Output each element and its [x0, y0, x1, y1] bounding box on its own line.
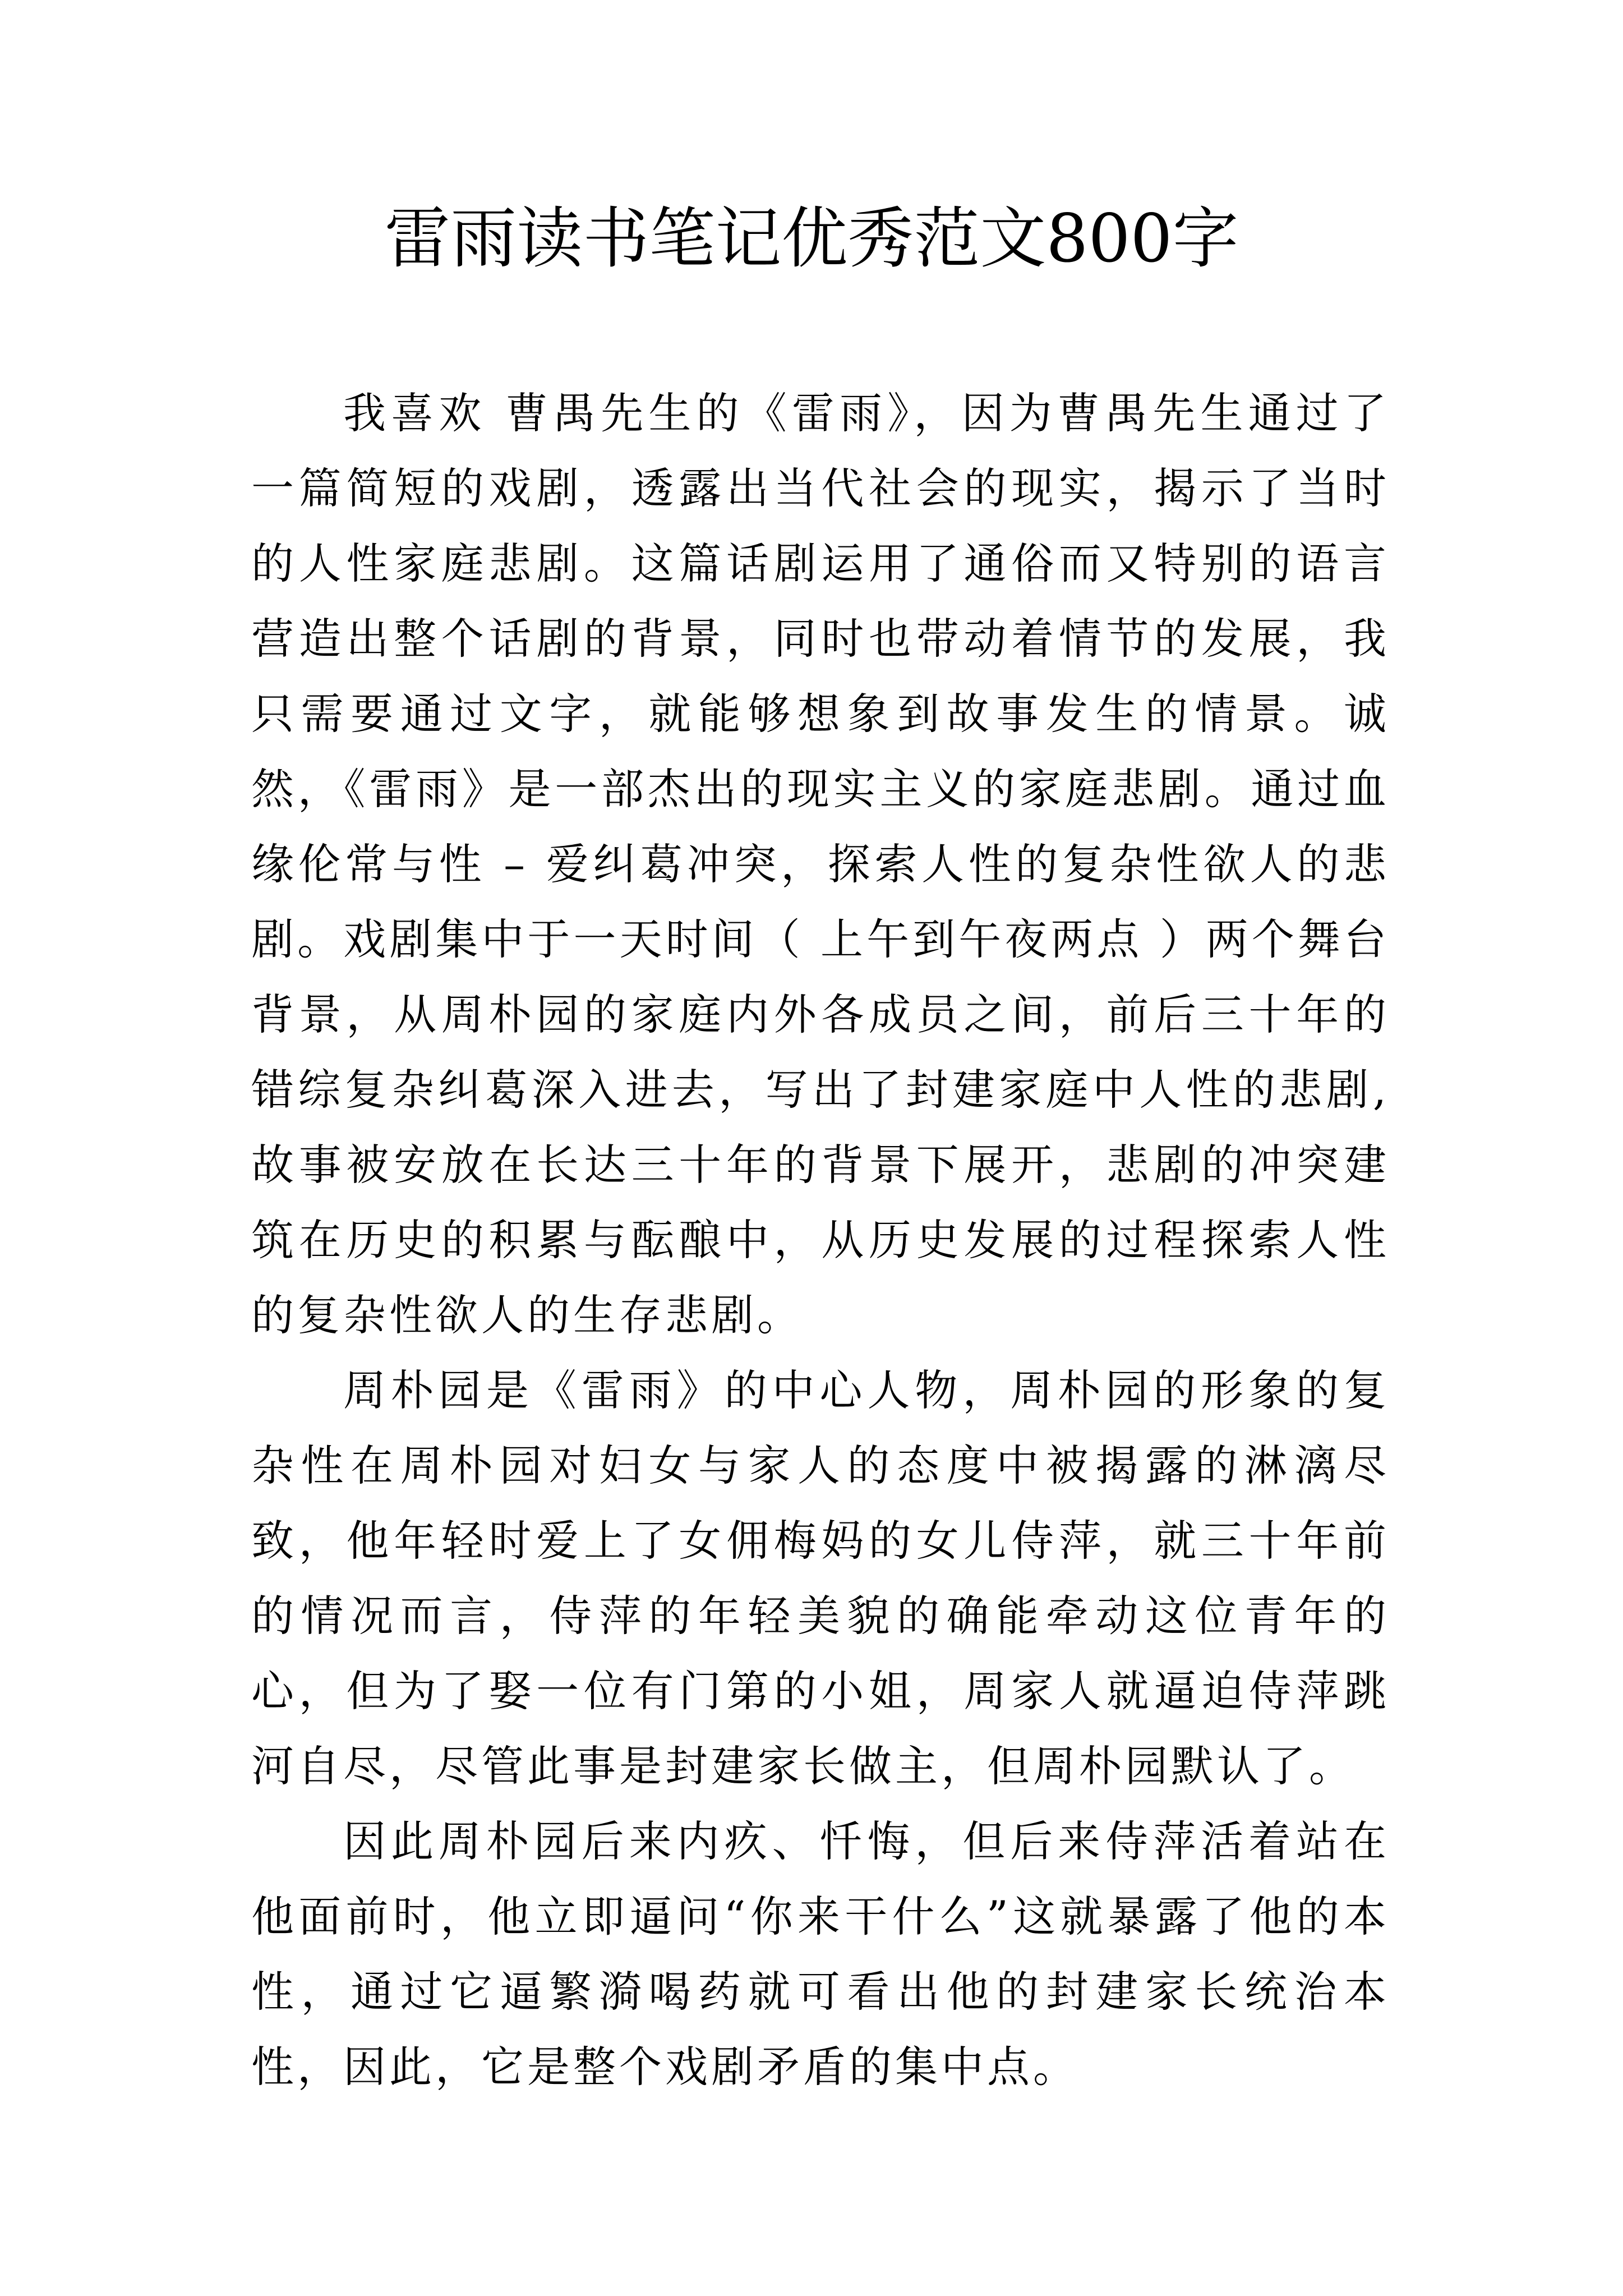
document-body [251, 376, 1390, 2105]
paragraph-2: 周朴园是《雷雨》的中心人物，周朴园的形象的复杂性在周朴园对妇女与家人的态度中被揭露的淋漓尽致，他年轻时爱上了女佣梅妈的女儿侍萍，就三十年前的情况而言，侍萍的年轻美貌的确能牵动这位青年的心，但为了娶一位有门第的小姐，周家人就逼迫侍萍跳河自尽，尽管此事是封建家长做主，但周朴园默认了。 [251, 1365, 1390, 1791]
paragraph-1: 我喜欢 曹禺先生的《雷雨》，因为曹禺先生通过了一篇简短的戏剧，透露出当代社会的现实，揭示了当时的人性家庭悲剧。这篇话剧运用了通俗而又特别的语言营造出整个话剧的背景，同时也带动着情节的发展，我只需要通过文字，就能够想象到故事发生的情景。诚然，《雷雨》是一部杰出的现实主义的家庭悲剧。通过血缘伦常与性 – 爱纠葛冲突，探索人性的复杂性欲人的悲剧。戏剧集中于一天时间（ 上午到午夜两点 ）两个舞台背景，从周朴园的家庭内外各成员之间，前后三十年的错综复杂纠葛深入进去，写出了封建家庭中人性的悲剧,故事被安放在长达三十年的背景下展开，悲剧的冲突建筑在历史的积累与酝酿中，从历史发展的过程探索人性的复杂性欲人的生存悲剧。 [251, 388, 1390, 1340]
document-title: 雷雨读书笔记优秀范文800字 [384, 200, 1239, 277]
paragraph-3: 因此周朴园后来内疚、忏悔，但后来侍萍活着站在他面前时，他立即逼问“你来干什么”这就暴露了他的本性，通过它逼繁漪喝药就可看出他的封建家长统治本性，因此，它是整个戏剧矛盾的集中点。 [251, 1816, 1390, 2092]
